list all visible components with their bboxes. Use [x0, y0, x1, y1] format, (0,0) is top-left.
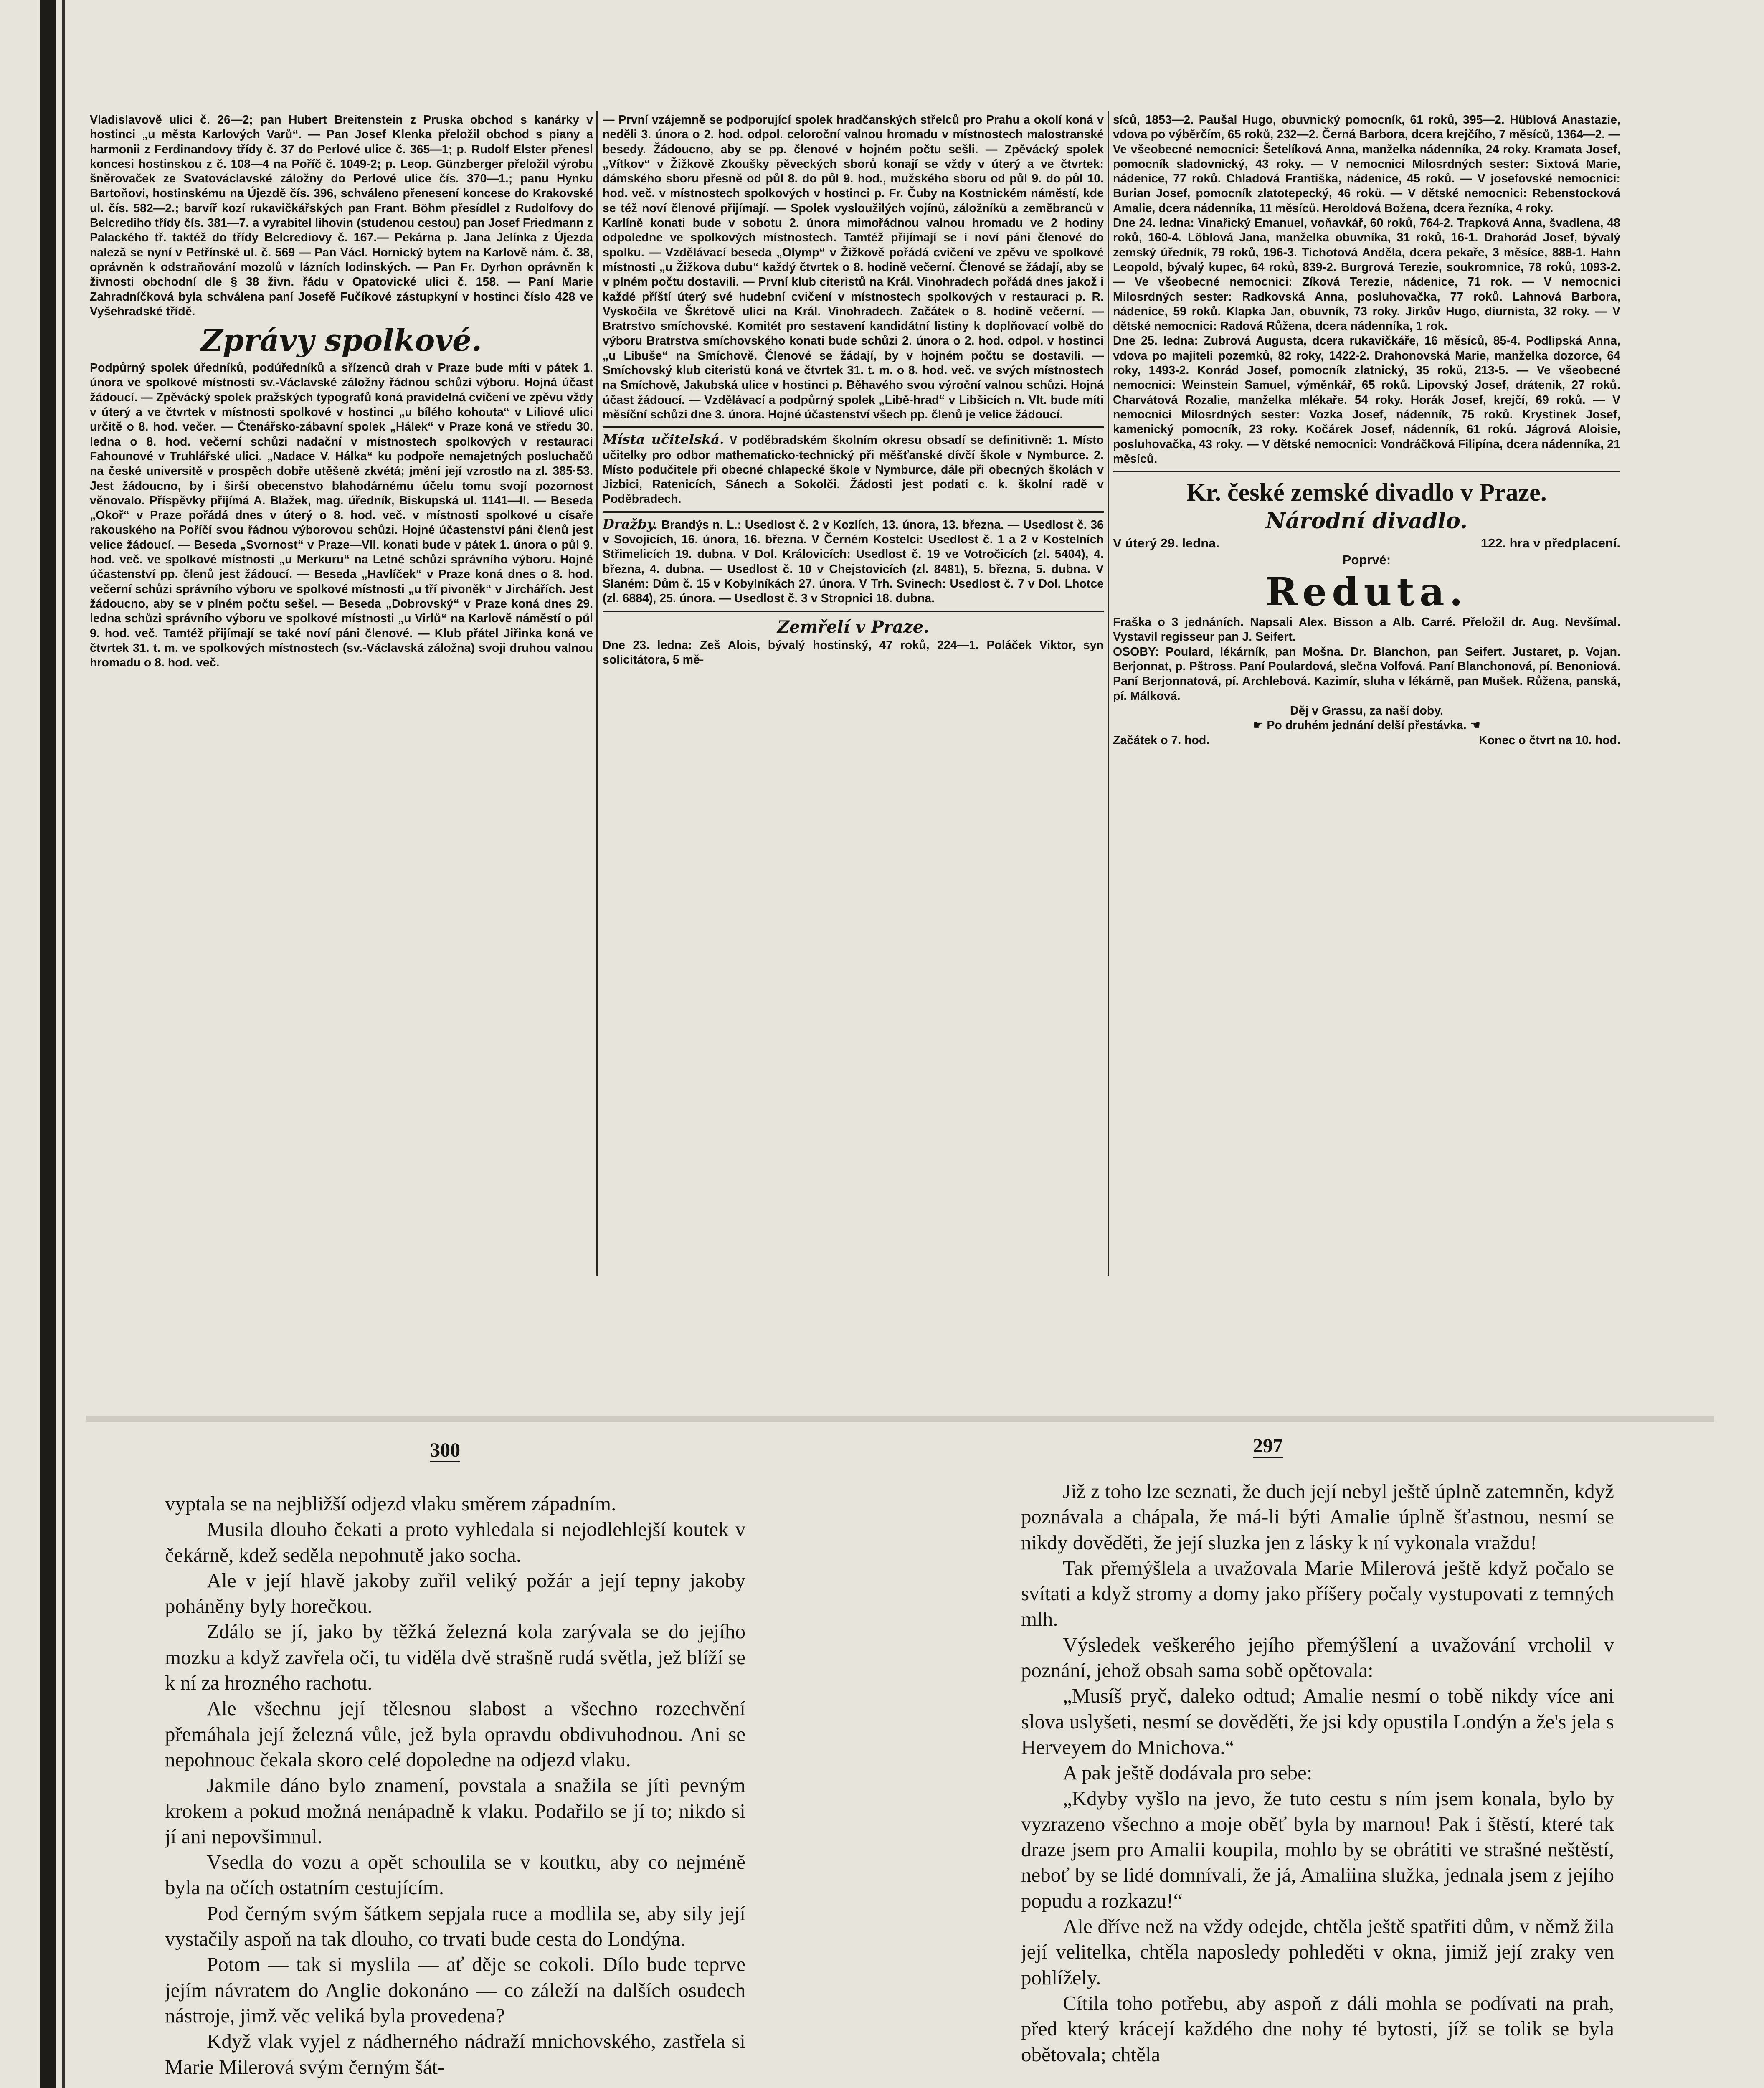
book-page-right — [1021, 1478, 1614, 2088]
auctions-heading: Dražby. — [603, 516, 658, 532]
play-description: Fraška o 3 jednáních. Napsali Alex. Bisson a Alb. Carré. Přeložil dr. Aug. Nevšímal. Vystavil regisseur pan J. Seifert. — [1113, 616, 1620, 644]
theater-subheading: Národní divadlo. — [1265, 508, 1468, 534]
book-paragraph: Musila dlouho čekati a proto vyhledala si nejodlehlejší koutek v čekárně, kdež seděla nepohnutě jako socha. — [165, 1518, 745, 1566]
intermission-note — [1113, 718, 1620, 733]
auctions-paragraph — [603, 517, 1104, 606]
page-fold — [86, 1416, 1714, 1422]
pointing-hand-icon: ☚ — [1470, 719, 1481, 732]
book-paragraph: Ale všechnu její tělesnou slabost a všechno rozechvění přemáhala její železná vůle, jež byla opravdu obdivuhodnou. Ani se nepohnouc čekala skoro celé dopoledne na odjezd vlaku. — [165, 1697, 745, 1771]
deaths-text: Dne 23. ledna: Zeš Alois, bývalý hostinský, 47 roků, 224—1. Poláček Viktor, syn solicitátora, 5 mě- — [603, 638, 1104, 666]
end-time: Konec o čtvrt na 10. hod. — [1479, 733, 1620, 747]
deaths-heading: Zemřelí v Praze. — [777, 617, 930, 637]
column-rule — [1108, 111, 1109, 1276]
page-number-left: 300 — [430, 1439, 460, 1461]
premiere-label: Poprvé: — [1342, 552, 1391, 568]
performance-date-row — [1113, 535, 1620, 552]
book-paragraph: vyptala se na nejbližší odjezd vlaku směrem západním. — [165, 1492, 616, 1515]
cast-list: OSOBY: Poulard, lékárník, pan Mošna. Dr. Blanchon, pan Seifert. Justaret, p. Vojan. Berjonnat, p. Pštross. Paní Poulardová, slečna Volfová. Paní Blanchonová, pí. Benoniová. Paní Berjonnatová, pí. Archlebová. Kazimír, sluha v lékárně, pan Mušek. Růžena, panská, pí. Málková. — [1113, 645, 1620, 703]
book-paragraph: Pod černým svým šátkem sepjala ruce a modlila se, aby sily její vystačily aspoň na tak dlouho, co trvati bude cesta do Londýna. — [165, 1901, 745, 1951]
divider — [603, 426, 1104, 428]
section-heading-club-news: Zprávy spolkové. — [200, 322, 482, 358]
start-end-row — [1113, 733, 1620, 748]
scan-edge-shadow — [40, 0, 56, 2088]
book-paragraph: Potom — tak si myslila — ať děje se cokoli. Dílo bude teprve jejím návratem do Anglie dokonáno — co záleží na dalších osudech nástroje, jimž věc veliká byla provedena? — [165, 1953, 745, 2027]
newspaper-column-1 — [90, 113, 593, 1278]
divider — [1113, 471, 1620, 472]
teacher-positions-heading: Místa učitelská. — [603, 431, 725, 448]
auctions-text: Brandýs n. L.: Usedlost č. 2 v Kozlích, 13. února, 13. března. — Usedlost č. 36 v Sovojicích, 16. února, 16. března. V Černém Kostelci: Usedlost č. 1 a 2 v Kostelních Střimelicích 19. dubna. V Dol. Královicích: Usedlost č. 19 ve Votročicích (zl. 5404), 4. března, 4. dubna. — Usedlost č. 10 v Chejstovicích (zl. 8481), 5. března, 5. dubna. V Slaném: Dům č. 15 v Kobylníkách 27. února. V Trh. Svinech: Usedlost č. 7 v Dol. Lhotce (zl. 6884), 25. února. — Usedlost č. 3 v Stropnici 18. dubna. — [603, 518, 1104, 606]
trade-notices-text: Vladislavově ulici č. 26—2; pan Hubert Breitenstein z Pruska obchod s kanárky v hostinci „u města Karlových Varů“. — Pan Josef Klenka přeložil obchod s piany a harmonii z Ferdinandovy třídy č. 37 do Perlové ulice č. 365—1; p. Rudolf Elster přenesl koncesi hostinskou z č. 108—4 na Poříč č. 1049-2; p. Leop. Günzberger přeložil výrobu šněrovaček ze Svatováclavské záložny do Perlové ulice čís. 370—1.; panu Hynku Bartoňovi, hostinskému na Újezdě čís. 396, schváleno přenesení koncese do Krakovské ul. čís. 582—2.; barvíř kozí rukavičkářských pan Frant. Böhm přesídlel z Rudolfovy do Belcrediho třídy čís. 381—7. a vyrabitel lihovin (studenou cestou) pan Josef Friedmann z Palackého tř. taktéž do třídy Belcrediovy č. 167.— Pekárna p. Jana Jelínka z Újezda naleză se nyní v Petřínské ul. č. 569 — Pan Václ. Hornický bytem na Karlově nám. č. 38, oprávněn k odstraňování mozolů v lázních lodinských. — Pan Fr. Dyrhon oprávněn k živnosti obchodní dle § 38 živn. řádu v Opatovické ulici č. 158. — Paní Marie Zahradníčková byla schválena paní Josefě Fučíkové zástupkyní v hostinci číslo 428 ve Vyšehradské třídě. — [90, 113, 593, 318]
club-news-continued-text: — První vzájemně se podporující spolek hradčanských střelců pro Prahu a okolí koná v neděli 3. února o 2. hod. odpol. celoroční valnou hromadu v místnostech malostranské besedy. Žádoucno, aby se pp. členové v hojném počtu sešli. — Zpěvácký spolek „Vítkov“ v Žižkově Zkoušky pěveckých sborů konají se vždy v úterý a ve čtvrtek: dámského sboru přesně od půl 8. do půl 9. hod., mužského sboru od půl 9. do půl 10. hod. več. v místnostech spolkových v hostinci p. Fr. Čuby na Kostnickém náměstí, kde se též noví členové přijímají. — Spolek vysloužilých vojínů, záložníků a zeměbranců v Karlíně konati bude v sobotu 2. února mimořádnou valnou hromadu ve 2 hodiny odpoledne ve spolkových místnostech. Tamtéž přijímají se i noví páni členové do spolku. — Vzdělávací beseda „Olymp“ v Žižkově pořádá cvičení ve zpěvu ve spolkové místnosti „u Žižkova dubu“ každý čtvrtek o 8. hodině večerní. Členové se žádají, aby se v plném počtu dostavili. — První klub citeristů na Král. Vinohradech pořádá dnes jakož i každé příští úterý své hudební cvičení v místnostech spolkových v restauraci p. R. Vyskočila ve Škrétově ulici na Král. Vinohradech. Začátek o 8. hodině večerní. — Bratrstvo smíchovské. Komitét pro sestavení kandidátní listiny k doplňovací volbě do výboru Bratrstva smíchovského konati bude schůzi 2. února o 2. hod. odpol. v hostinci „u Libuše“ na Smíchově. Členové se žádají, by v hojném počtu se dostavili. — Smíchovský klub citeristů koná ve čtvrtek 31. t. m. o 8. hod. več. ve svých místnostech na Smíchově, Jakubská ulice v hostinci p. Běhavého svou výroční valnou schůzi. Hojná účast žádoucí. — Vzdělávací a podpůrný spolek „Libě-hrad“ v Libšicích n. Vlt. bude míti měsíční schůzi dne 3. února. Hojné účastenství všech pp. členů je velice žádoucí. — [603, 113, 1104, 421]
book-paragraph: Ale v její hlavě jakoby zuřil veliký požár a její tepny jakoby poháněny byly horečkou. — [165, 1569, 745, 1618]
book-paragraph: Výsledek veškerého jejího přemýšlení a uvažování vrcholil v poznání, jehož obsah sama sobě opětovala: — [1021, 1633, 1614, 1682]
book-paragraph: Zdálo se jí, jako by těžká železná kola zarývala se do jejího mozku a když zavřela oči, tu viděla dvě strašně rudá světla, jež blíží se k ní za hrozného rachotu. — [165, 1620, 745, 1695]
deaths-jan-25-text: Dne 25. ledna: Zubrová Augusta, dcera rukavičkáře, 16 měsíců, 85-4. Podlipská Anna, vdova po majiteli pozemků, 82 roky, 1422-2. Drahonovská Marie, manželka dozorce, 64 roky, 1493-2. Konrád Josef, pomocník zlatnický, 35 roků, 213-5. — Ve všeobecné nemocnici: Weinstein Samuel, výměnkář, 65 roků. Lipovský Josef, drátenik, 27 roků. Charvátová Rozalie, manželka mlékaře. 54 roky. Horák Josef, krejčí, 69 roků. — V nemocnici Milosrdných sester: Vozka Josef, nádenník, 75 roků. Krystinek Josef, kamenický pomocník, 23 roky. Kočárek Josef, nádenník, 61 roků. Jágrová Aloisie, posluhovačka, 43 roky. — V dětské nemocnici: Vondráčková Filipína, dcera nádenníka, 21 měsíců. — [1113, 334, 1620, 466]
book-paragraph: Když vlak vyjel z nádherného nádraží mnichovského, zastřela si Marie Milerová svým černým šát- — [165, 2030, 745, 2078]
book-paragraph: „Kdyby vyšlo na jevo, že tuto cestu s ním jsem konala, bylo by vyzrazeno všechno a moje oběť byla by marnou! Pak i štěstí, které tak draze jsem pro Amalii koupila, mohlo by se obrátiti ve strašné neštěstí, neboť by se lidé domnívali, že já, Amaliina služka, jednala jsem z jejího popudu a rozkazu!“ — [1021, 1786, 1614, 1912]
newspaper-column-3 — [1113, 113, 1620, 1278]
teacher-positions-text: V poděbradském školním okresu obsadí se definitivně: 1. Místo učitelky pro odbor mathematicko-technický při měšťanské dívčí škole v Nymburce. 2. Místo podučitele při obecné chlapecké škole v Nymburce, dále při obecných školách v Jizbici, Ratenicích, Sánech a Sokolči. Žádosti jest podati c. k. školní radě v Poděbradech. — [603, 433, 1104, 506]
pointing-hand-icon: ☛ — [1252, 719, 1264, 732]
book-paragraph: Ale dříve než na vždy odejde, chtěla ještě spatřiti dům, v němž žila její velitelka, chtěla naposledy pohleděti v okna, jimiž její zraky ven pohlížely. — [1021, 1915, 1614, 1989]
book-paragraph: A pak ještě dodávala pro sebe: — [1063, 1761, 1313, 1784]
book-paragraph: Cítila toho potřebu, aby aspoň z dáli mohla se podívati na prah, před který krácejí každého dne nohy té bytosti, jíž se tolik se byla obětovala; chtěla — [1021, 1991, 1614, 2066]
intermission-text: Po druhém jednání delší přestávka. — [1267, 719, 1467, 732]
divider — [603, 611, 1104, 612]
subscription-number: 122. hra v předplacení. — [1480, 536, 1620, 551]
book-paragraph: Vsedla do vozu a opět schoulila se v koutku, aby co nejméně byla na očích ostatním cestujícím. — [165, 1850, 745, 1899]
book-paragraph: Tak přemýšlela a uvažovala Marie Milerová ještě když počalo se svítati a když stromy a domy jako příšery počaly vystupovati z temných mlh. — [1021, 1556, 1614, 1631]
deaths-continued-text: síců, 1853—2. Paušal Hugo, obuvnický pomocník, 61 roků, 395—2. Hüblová Anastazie, vdova po výběrčím, 65 roků, 232—2. Černá Barbora, dcera krejčího, 7 měsíců, 1364—2. — Ve všeobecné nemocnici: Šetelíková Anna, manželka nádenníka, 24 roky. Kramata Josef, pomocník sladovnický, 43 roky. — V nemocnici Milosrdných sester: Sixtová Marie, nádenice, 77 roků. Chladová Františka, nádenice, 45 roků. — V josefovské nemocnici: Burian Josef, pomocník zlatotepecký, 46 roků. — V dětské nemocnici: Rebenstocková Amalie, dcera nádenníka, 11 měsíců. Heroldová Božena, dcera řezníka, 4 roky. — [1113, 113, 1620, 215]
theater-heading: Kr. české zemské divadlo v Praze. — [1186, 479, 1547, 507]
book-paragraph: Jakmile dáno bylo znamení, povstala a snažila se jíti pevným krokem a pokud možná nenápadně k vlaku. Podařilo se jí to; nikdo si jí ani nepovšimnul. — [165, 1774, 745, 1848]
play-title: Reduta. — [1265, 569, 1468, 615]
book-paragraph: „Musíš pryč, daleko odtud; Amalie nesmí o tobě nikdy více ani slova uslyšeti, nesmí se dověděti, že jsi kdy opustila Londýn a že's jela s Herveyem do Mnichova.“ — [1021, 1684, 1614, 1759]
page-number-right: 297 — [1253, 1435, 1283, 1457]
deaths-jan-24-text: Dne 24. ledna: Vinařický Emanuel, voňavkář, 60 roků, 764-2. Trapková Anna, švadlena, 48 roků, 160-4. Löblová Jana, manželka obuvníka, 31 roků, 16-1. Drahorád Josef, bývalý zemský úředník, 79 roků, 196-3. Tichotová Anděla, dcera pekaře, 3 měsíce, 888-1. Hahn Leopold, bývalý kupec, 64 roků, 839-2. Burgrová Terezie, soukromnice, 78 roků, 1093-2. — Ve všeobecné nemocnici: Zíková Terezie, nádenice, 71 rok. — V nemocnici Milosrdných sester: Radkovská Anna, posluhovačka, 77 roků. Lahnová Barbora, nádenice, 59 roků. Klapka Jan, obuvník, 73 roky. Jirkův Hugo, diurnista, 32 roky. — V dětské nemocnici: Radová Růžena, dcera nádenníka, 1 rok. — [1113, 216, 1620, 333]
newspaper-column-2 — [603, 113, 1104, 1278]
teacher-positions-paragraph — [603, 432, 1104, 507]
divider — [603, 511, 1104, 513]
scan-edge-line — [62, 0, 65, 2088]
start-time: Začátek o 7. hod. — [1113, 733, 1210, 747]
performance-date: V úterý 29. ledna. — [1113, 536, 1219, 551]
scene-setting: Děj v Grassu, za naší doby. — [1290, 704, 1443, 717]
book-paragraph: Již z toho lze seznati, že duch její nebyl ještě úplně zatemněn, když poznávala a chápala, že má-li býti Amalie úplně šťastnou, nesmí se nikdy dověděti, že její sluzka jen z lásky k ní vykonala vraždu! — [1021, 1480, 1614, 1554]
book-page-left — [165, 1491, 745, 2088]
column-rule — [596, 111, 598, 1276]
club-news-text: Podpůrný spolek úředníků, podúředníků a sřízenců drah v Praze bude míti v pátek 1. února ve spolkové místnosti sv.-Václavské záložny řádnou schůzi výboru. Hojná účast žádoucí. — Zpěvácký spolek pražských typografů koná pravidelná cvičení ve zpěvu vždy v úterý a ve čtvrtek v místnosti spolkové v hostinci „u bílého kohouta“ v Liliové ulici určitě o 8. hod. večer. — Čtenářsko-zábavní spolek „Hálek“ v Praze koná ve středu 30. ledna o 8. hod. večerní schůzi nadační v místnostech spolkových v restauraci Fahounové v Truhlářské ulici. „Nadace V. Hálka“ ku podpoře nemajetných posluchačů na české universitě v prospěch dobře utěšeně zkvétá; jmění její vzrostlo na zl. 385·53. Jest žádoucno, by i širší obecenstvo blahodárnému účelu tomu svojí pozornost věnovalo. Příspěvky přijímá A. Blažek, mag. úředník, Biskupská ul. 1141—II. — Beseda „Okoř“ v Praze pořádá dnes v úterý o 8. hod. več. v místnosti spolkové u císaře rakouského na Poříčí svou řádnou výborovou schůzi. Hojné účastenství páni členů jest velice žádoucí. — Beseda „Svornost“ v Praze—VII. konati bude v pátek 1. února o půl 9. hod. več. ve spolkové místnosti „u Merkuru“ na Letné schůzi správního výboru. Hojné účastenství pp. členů jest žádoucí. — Beseda „Havlíček“ v Praze koná dnes o 8. hod. večerní schůzi správního výboru ve spolkové místnosti „u tří pivoněk“ v Jirchářích. Jest žádoucno, aby se v plném počtu sešel. — Beseda „Dobrovský“ v Praze koná dnes 29. ledna schůzi správního výboru ve spolkové místnosti „u Virlů“ na Karlově náměstí o půl 9. hod. več. Tamtéž přijímají se také noví páni členové. — Klub přátel Jiřinka koná ve čtvrtek 31. t. m. ve spolkových místnostech (sv.-Václavská záložna) svoji druhou valnou hromadu o 8. hod. več. — [90, 361, 593, 670]
